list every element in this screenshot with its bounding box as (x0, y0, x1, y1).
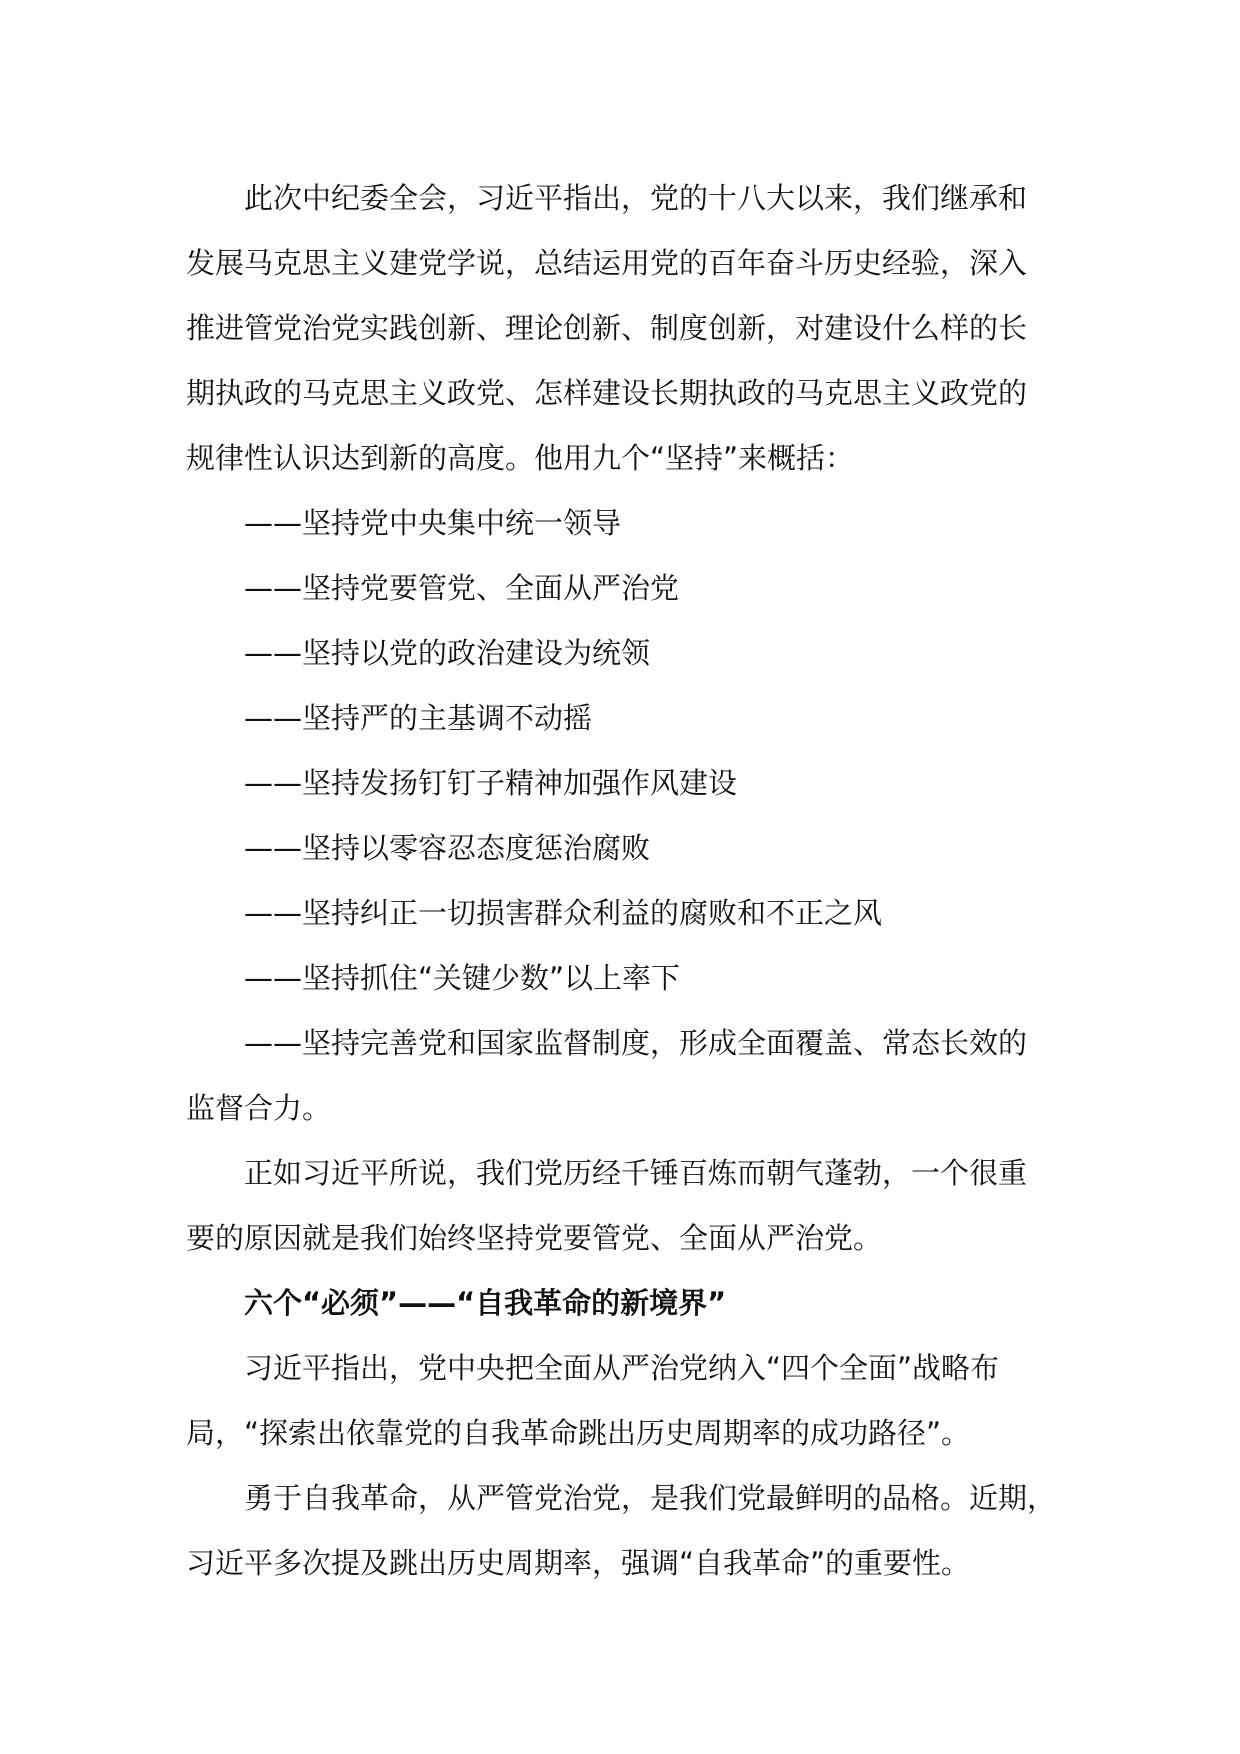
text-line: ——坚持完善党和国家监督制度，形成全面覆盖、常态长效的 (244, 1026, 1028, 1060)
text-line: 推进管党治党实践创新、理论创新、制度创新，对建设什么样的长 (186, 311, 1028, 345)
text-line: 局，“探索出依靠党的自我革命跳出历史周期率的成功路径”。 (186, 1416, 971, 1450)
text-line: 勇于自我革命，从严管党治党，是我们党最鲜明的品格。近期， (244, 1481, 1057, 1515)
text-line: ——坚持党要管党、全面从严治党 (244, 571, 680, 605)
text-line: ——坚持以党的政治建设为统领 (244, 636, 651, 670)
text-line: ——坚持以零容忍态度惩治腐败 (244, 831, 651, 865)
text-line: 监督合力。 (186, 1091, 332, 1125)
text-line: 习近平指出，党中央把全面从严治党纳入“四个全面”战略布 (244, 1351, 1000, 1385)
text-line: 正如习近平所说，我们党历经千锤百炼而朝气蓬勃，一个很重 (244, 1156, 1028, 1190)
text-line: 此次中纪委全会，习近平指出，党的十八大以来，我们继承和 (244, 181, 1028, 215)
text-line: 规律性认识达到新的高度。他用九个“坚持”来概括： (186, 441, 855, 475)
text-line: ——坚持严的主基调不动摇 (244, 701, 593, 735)
text-line: 发展马克思主义建党学说，总结运用党的百年奋斗历史经验，深入 (186, 246, 1028, 280)
text-line: ——坚持纠正一切损害群众利益的腐败和不正之风 (244, 896, 883, 930)
text-line: ——坚持抓住“关键少数”以上率下 (244, 961, 681, 995)
text-line: 要的原因就是我们始终坚持党要管党、全面从严治党。 (186, 1221, 883, 1255)
document-body (186, 166, 1076, 1596)
section-heading: 六个“必须”——“自我革命的新境界” (244, 1286, 727, 1320)
text-line: 期执政的马克思主义政党、怎样建设长期执政的马克思主义政党的 (186, 376, 1028, 410)
text-line: ——坚持发扬钉钉子精神加强作风建设 (244, 766, 738, 800)
text-line: ——坚持党中央集中统一领导 (244, 506, 622, 540)
text-line: 习近平多次提及跳出历史周期率，强调“自我革命”的重要性。 (186, 1546, 971, 1580)
